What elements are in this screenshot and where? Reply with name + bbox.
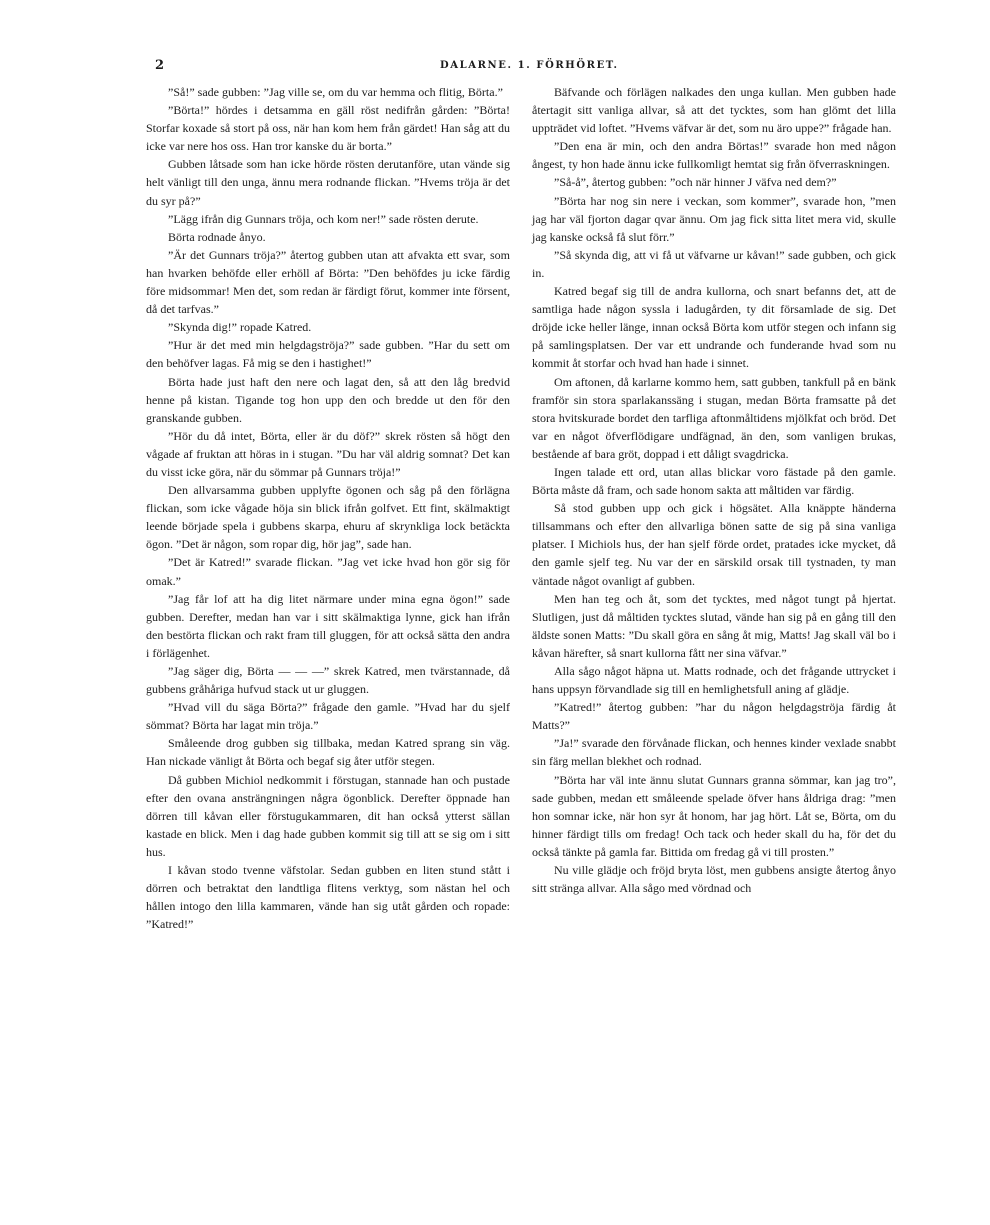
paragraph: ”Så-å”, återtog gubben: ”och när hinner J väfva ned dem?” xyxy=(554,175,837,190)
paragraph: Om aftonen, då karlarne kommo hem, satt gubben, tankfull på en bänk framför sin stora sparlakanssäng i stugan, medan Börta framsatte på det stora hvitskurade bordet den tarfliga aftonmåltidens mjölkfat och bröd. Det var en något öfverflödigare undfägnad, än den, som vanligen brukas, bestående af bara gröt, doppad i ett dåligt svagdricka. xyxy=(532,374,896,461)
paragraph: Börta hade just haft den nere och lagat den, så att den låg bredvid henne på kistan. Tigande tog hon upp den och bredde ut den för den granskande gubben. xyxy=(146,374,510,425)
paragraph: Ingen talade ett ord, utan allas blickar voro fästade på den gamle. Börta måste då fram, och sade honom sakta att måltiden var färdig. xyxy=(532,464,896,498)
paragraph: Bäfvande och förlägen nalkades den unga kullan. Men gubben hade återtagit sitt vanliga allvar, så att det tycktes, som han glömt det lilla uppträdet vid loftet. ”Hvems väfvar är det, som nu äro uppe?” frågade han. xyxy=(532,85,896,136)
paragraph: ”Hur är det med min helgdagströja?” sade gubben. ”Har du sett om den behöfver lagas. Få mig se den i hastighet!” xyxy=(146,338,510,371)
paragraph: ”Jag säger dig, Börta — — —” skrek Katred, men tvärstannade, då gubbens gråhåriga hufvud stack ut ur gluggen. xyxy=(146,664,510,697)
paragraph: ”Börta har nog sin nere i veckan, som kommer”, svarade hon, ”men jag har väl fjorton dagar qvar ännu. Om jag fick sitta litet mera vid, skulle jag kanske också få slut förr.” xyxy=(532,193,896,244)
paragraph: Småleende drog gubben sig tillbaka, medan Katred sprang sin väg. Han nickade vänligt åt Börta och begaf sig åter utför stegen. xyxy=(146,736,510,769)
paragraph: Den allvarsamma gubben upplyfte ögonen och såg på den förlägna flickan, som icke vågade höja sin blick ifrån golfvet. Ett fint, skälmaktigt leende började spela i gubbens skarpa, ehuru af skrynkliga lock betäckta ögon. ”Det är någon, som ropar dig, hör jag”, sade han. xyxy=(146,483,510,552)
paragraph: ”Det är Katred!” svarade flickan. ”Jag vet icke hvad hon gör sig för omak.” xyxy=(146,555,510,588)
running-title: DALARNE. 1. FÖRHÖRET. xyxy=(440,60,619,71)
paragraph: ”Hör du då intet, Börta, eller är du döf?” skrek rösten så högt den vågade af fruktan att höras in i stugan. ”Du har väl aldrig somnat? Det kan du visst icke göra, när du sömmar på Gunnars tröja!” xyxy=(146,428,510,479)
right-text-column xyxy=(532,83,896,897)
paragraph: Nu ville glädje och fröjd bryta löst, men gubbens ansigte återtog ånyo sitt stränga allvar. Alla sågo med vördnad och xyxy=(532,863,896,896)
paragraph: ”Den ena är min, och den andra Börtas!” svarade hon med någon ångest, ty hon hade ännu icke fullkomligt hemtat sig från öfverraskningen. xyxy=(532,139,896,172)
paragraph: ”Skynda dig!” ropade Katred. xyxy=(168,320,312,335)
paragraph: ”Jag får lof att ha dig litet närmare under mina egna ögon!” sade gubben. Derefter, medan han var i sitt skälmaktiga lynne, gick han ifrån den bestörta flickan och rakt fram till gluggen, för att också sätta den andra i förlägenhet. xyxy=(146,591,510,660)
left-text-column xyxy=(146,83,510,933)
paragraph: ”Så!” sade gubben: ”Jag ville se, om du var hemma och flitig, Börta.” xyxy=(168,85,503,99)
paragraph: ”Börta!” hördes i detsamma en gäll röst nedifrån gården: ”Börta! Storfar koxade så stort på oss, när han kom hem från gärdet! Han såg att du icke var nere hos oss. Han tror kanske du är borta.” xyxy=(146,103,510,154)
paragraph: I kåvan stodo tvenne väfstolar. Sedan gubben en liten stund stått i dörren och betraktat den landtliga flitens verktyg, som nästan hel och hållen intogo den lilla kammaren, vände han sig utåt gården och ropade: ”Katred!” xyxy=(146,863,510,932)
paragraph: Alla sågo något häpna ut. Matts rodnade, och det frågande uttrycket i hans uppsyn förvandlade sig till en hemlighetsfull aning af glädje. xyxy=(532,664,896,697)
paragraph: Gubben låtsade som han icke hörde rösten derutanföre, utan vände sig helt vänligt till den unga, ännu mera rodnande flickan. ”Hvems tröja är det du syr på?” xyxy=(146,157,510,208)
page-number: 2 xyxy=(155,58,165,73)
paragraph: Så stod gubben upp och gick i högsätet. Alla knäppte händerna tillsammans och efter den allvarliga bönen satte de sig på sina vanliga platser. I Michiols hus, der han sjelf förde ordet, pratades icke mycket, då den gamle sjelf teg. Nu var der en särskild orsak till tystnaden, ty man väntade något ovanligt af gubben. xyxy=(532,501,896,588)
paragraph: ”Lägg ifrån dig Gunnars tröja, och kom ner!” sade rösten derute. xyxy=(168,211,479,226)
paragraph: Börta rodnade ånyo. xyxy=(168,229,266,244)
page-header xyxy=(0,58,990,78)
paragraph: ”Så skynda dig, att vi få ut väfvarne ur kåvan!” sade gubben, och gick in. xyxy=(532,247,896,280)
paragraph: ”Hvad vill du säga Börta?” frågade den gamle. ”Hvad har du sjelf sömmat? Börta har lagat min tröja.” xyxy=(146,700,510,733)
paragraph: Men han teg och åt, som det tycktes, med något tungt på hjertat. Slutligen, just då måltiden tycktes slutad, vände han sig på en gång till den äldste sonen Matts: ”Du skall göra en sång åt mig, Matts! Jag skall väl bo i kåvan härefter, så snart kullorna fått ner sina väfvar.” xyxy=(532,591,896,660)
paragraph: ”Katred!” återtog gubben: ”har du någon helgdagströja färdig åt Matts?” xyxy=(532,700,896,733)
paragraph: Katred begaf sig till de andra kullorna, och snart befanns det, att de samtliga hade någon syssla i ladugården, ty dit församlade de sig. Det dröjde icke heller länge, innan också Börta kom utför stegen och infann sig på samlingsplatsen. Der var ett undrande och funderande hvad som nu kommit åt storfar och hvad han hade i sinnet. xyxy=(532,284,896,371)
paragraph: ”Börta har väl inte ännu slutat Gunnars granna sömmar, kan jag tro”, sade gubben, medan ett småleende spelade öfver hans åldriga drag: ”men hon somnar icke, när hon syr åt honom, har jag hört. Låt se, Börta, om du hinner färdigt tills om fredag! Och tack och heder skall du ha, för det du också tänkte på gamla far. Bittida om fredag gå vi till prosten.” xyxy=(532,772,896,859)
paragraph: ”Ja!” svarade den förvånade flickan, och hennes kinder vexlade snabbt sin färg mellan blekhet och rodnad. xyxy=(532,736,896,769)
paragraph: ”Är det Gunnars tröja?” återtog gubben utan att afvakta ett svar, som han hvarken behöfde eller erhöll af Börta: ”Den behöfdes ju icke färdig före midsommar! Men det, som redan är färdigt förut, kommer inte försent, då det tarfvas.” xyxy=(146,247,510,317)
paragraph: Då gubben Michiol nedkommit i förstugan, stannade han och pustade efter den ovana ansträngningen några ögonblick. Derefter öppnade han dörren till kåvan eller förstugukammaren, dit han också ytterst sällan kastade en blick. Men i dag hade gubben kommit sig till att se sig om i sitt hus. xyxy=(146,772,510,859)
